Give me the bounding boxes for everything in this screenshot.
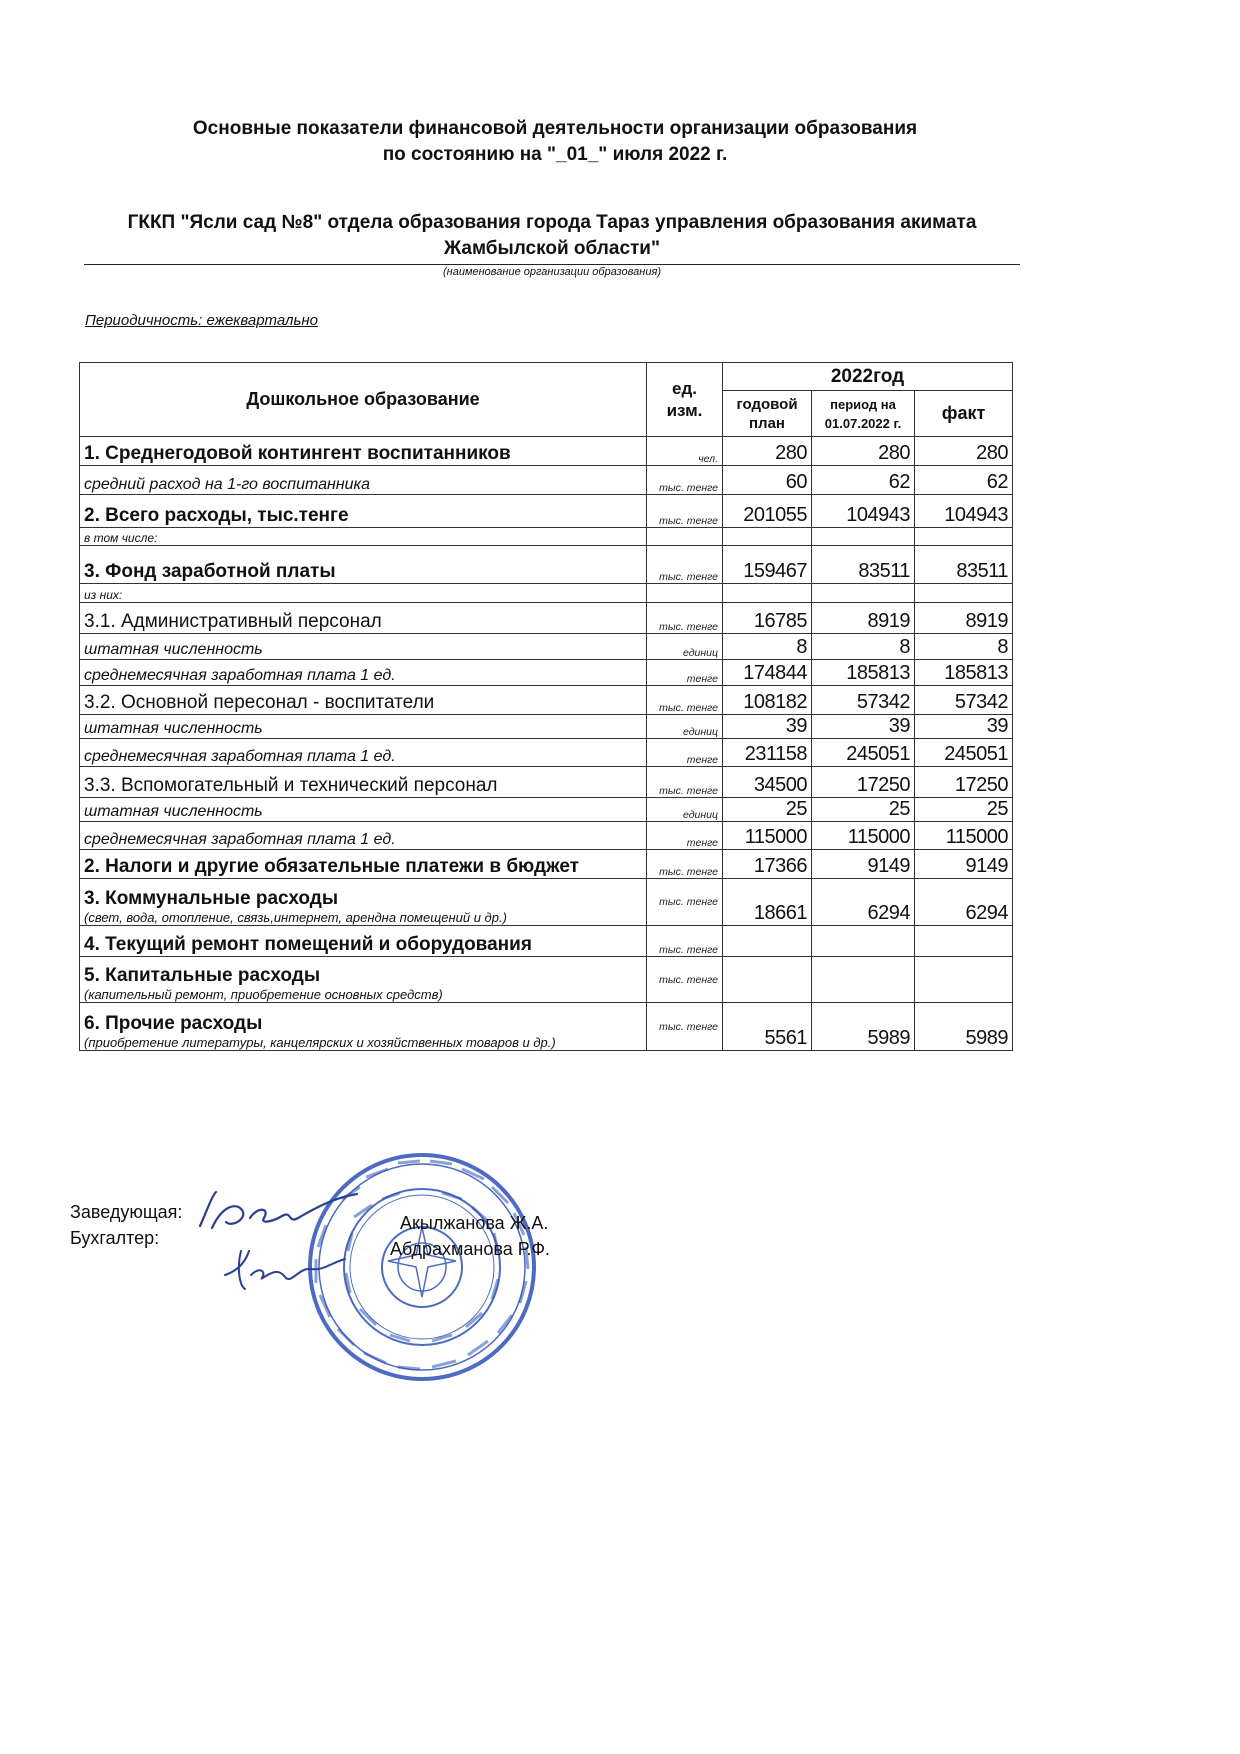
row-unit-cell: тыс. тенге (647, 926, 723, 957)
row-unit-cell: тыс. тенге (647, 957, 723, 1003)
row-unit-cell: тыс. тенге (647, 546, 723, 584)
row-name-cell: 4. Текущий ремонт помещений и оборудования (80, 926, 647, 957)
row-name-cell: штатная численность (80, 715, 647, 739)
annual-plan-cell: 34500 (723, 767, 812, 798)
accountant-name: Абдрахманова Р.Ф. (390, 1239, 551, 1259)
period-cell: 9149 (812, 850, 915, 879)
period-cell: 8919 (812, 603, 915, 634)
fact-cell: 62 (915, 466, 1013, 495)
table-row (80, 767, 1013, 798)
fact-cell (915, 528, 1013, 546)
organization-caption: (наименование организации образования) (443, 266, 661, 278)
table-row (80, 822, 1013, 850)
row-title: 6. Прочие расходы (84, 1013, 263, 1034)
row-name-cell (80, 957, 647, 1003)
row-name-cell: 2. Всего расходы, тыс.тенге (80, 495, 647, 528)
period-cell: 280 (812, 437, 915, 466)
fact-cell: 115000 (915, 822, 1013, 850)
unit-header-line1: ед. (672, 378, 697, 398)
fact-cell: 83511 (915, 546, 1013, 584)
table-row (80, 584, 1013, 603)
row-unit-cell: тыс. тенге (647, 603, 723, 634)
annual-plan-cell (723, 957, 812, 1003)
table-row (80, 603, 1013, 634)
fact-cell: 5989 (915, 1003, 1013, 1051)
table-row (80, 528, 1013, 546)
row-name-cell (80, 1003, 647, 1051)
period-cell: 57342 (812, 686, 915, 715)
row-unit-cell: единиц (647, 798, 723, 822)
head-name: Акылжанова Ж.А. (400, 1213, 549, 1233)
annual-plan-cell: 25 (723, 798, 812, 822)
annual-plan-header: годовой план (723, 391, 812, 437)
table-row (80, 686, 1013, 715)
row-unit-cell: тыс. тенге (647, 466, 723, 495)
fact-cell: 280 (915, 437, 1013, 466)
row-name-cell: 1. Среднегодовой контингент воспитанников (80, 437, 647, 466)
row-name-cell: штатная численность (80, 634, 647, 660)
row-unit-cell (647, 584, 723, 603)
period-cell (812, 926, 915, 957)
annual-plan-cell: 108182 (723, 686, 812, 715)
table-row (80, 850, 1013, 879)
row-title: 5. Капитальные расходы (84, 965, 321, 986)
financial-indicators-table (79, 362, 1013, 1051)
annual-plan-cell (723, 584, 812, 603)
table-row (80, 926, 1013, 957)
row-unit-cell: единиц (647, 634, 723, 660)
head-label: Заведующая: (70, 1202, 183, 1222)
fact-cell: 8919 (915, 603, 1013, 634)
table-row (80, 715, 1013, 739)
row-unit-cell: чел. (647, 437, 723, 466)
organization-underline (84, 264, 1020, 265)
row-subtitle: (свет, вода, отопление, связь,интернет, арендна помещений и др.) (84, 910, 507, 925)
report-title-line2: по состоянию на "_01_" июля 2022 г. (382, 144, 728, 165)
annual-plan-cell: 60 (723, 466, 812, 495)
annual-plan-cell: 39 (723, 715, 812, 739)
annual-plan-cell (723, 528, 812, 546)
row-name-cell: 3.1. Административный персонал (80, 603, 647, 634)
organization-name-line2: Жамбылской области" (443, 238, 660, 259)
row-name-cell (80, 879, 647, 926)
row-unit-cell: тыс. тенге (647, 767, 723, 798)
table-row (80, 466, 1013, 495)
period-cell (812, 584, 915, 603)
fact-header: факт (915, 391, 1013, 437)
period-cell: 115000 (812, 822, 915, 850)
row-title: 3. Коммунальные расходы (84, 888, 339, 909)
fact-cell: 25 (915, 798, 1013, 822)
row-name-cell: штатная численность (80, 798, 647, 822)
row-subtitle: (капительный ремонт, приобретение основных средств) (84, 987, 443, 1002)
period-cell: 39 (812, 715, 915, 739)
annual-plan-cell: 16785 (723, 603, 812, 634)
table-row (80, 634, 1013, 660)
annual-plan-cell: 280 (723, 437, 812, 466)
annual-plan-cell: 5561 (723, 1003, 812, 1051)
period-header: период на 01.07.2022 г. (812, 391, 915, 437)
row-unit-cell (647, 528, 723, 546)
head-signature (192, 1188, 362, 1238)
table-row (80, 546, 1013, 584)
table-row (80, 798, 1013, 822)
period-cell (812, 528, 915, 546)
row-name-cell: 2. Налоги и другие обязательные платежи в бюджет (80, 850, 647, 879)
unit-header (647, 363, 723, 437)
table-row (80, 660, 1013, 686)
fact-cell: 39 (915, 715, 1013, 739)
annual-plan-cell (723, 926, 812, 957)
annual-plan-cell: 159467 (723, 546, 812, 584)
year-header: 2022год (723, 363, 1013, 391)
annual-plan-cell: 174844 (723, 660, 812, 686)
row-name-cell: среднемесячная заработная плата 1 ед. (80, 660, 647, 686)
row-unit-cell: тенге (647, 822, 723, 850)
row-unit-cell: тыс. тенге (647, 1003, 723, 1051)
table-row (80, 879, 1013, 926)
table-row (80, 957, 1013, 1003)
period-cell: 83511 (812, 546, 915, 584)
annual-plan-cell: 17366 (723, 850, 812, 879)
annual-plan-cell: 8 (723, 634, 812, 660)
fact-cell (915, 957, 1013, 1003)
table-row (80, 739, 1013, 767)
fact-cell: 17250 (915, 767, 1013, 798)
row-unit-cell: тыс. тенге (647, 850, 723, 879)
table-row (80, 437, 1013, 466)
row-unit-cell: тыс. тенге (647, 686, 723, 715)
period-cell: 245051 (812, 739, 915, 767)
period-cell: 8 (812, 634, 915, 660)
row-unit-cell: тыс. тенге (647, 495, 723, 528)
fact-cell: 245051 (915, 739, 1013, 767)
period-cell: 104943 (812, 495, 915, 528)
period-cell: 5989 (812, 1003, 915, 1051)
annual-plan-cell: 115000 (723, 822, 812, 850)
accountant-signature (215, 1245, 355, 1295)
row-name-cell: 3.3. Вспомогательный и технический персонал (80, 767, 647, 798)
table-header-row (80, 363, 1013, 391)
row-name-cell: средний расход на 1-го воспитанника (80, 466, 647, 495)
row-name-cell: среднемесячная заработная плата 1 ед. (80, 739, 647, 767)
annual-plan-cell: 231158 (723, 739, 812, 767)
row-unit-cell: тенге (647, 660, 723, 686)
row-name-cell: из них: (80, 584, 647, 603)
table-row (80, 495, 1013, 528)
row-name-cell: 3.2. Основной пересонал - воспитатели (80, 686, 647, 715)
table-row (80, 1003, 1013, 1051)
row-name-cell: в том числе: (80, 528, 647, 546)
period-cell (812, 957, 915, 1003)
accountant-label: Бухгалтер: (70, 1228, 160, 1248)
fact-cell: 6294 (915, 879, 1013, 926)
unit-header-line2: изм. (666, 400, 703, 420)
organization-name-line1: ГККП "Ясли сад №8" отдела образования города Тараз управления образования акимата (127, 212, 977, 233)
period-cell: 6294 (812, 879, 915, 926)
fact-cell: 8 (915, 634, 1013, 660)
period-cell: 62 (812, 466, 915, 495)
period-cell: 17250 (812, 767, 915, 798)
row-name-cell: 3. Фонд заработной платы (80, 546, 647, 584)
period-cell: 185813 (812, 660, 915, 686)
fact-cell: 185813 (915, 660, 1013, 686)
fact-cell (915, 926, 1013, 957)
annual-plan-cell: 201055 (723, 495, 812, 528)
section-header: Дошкольное образование (80, 363, 647, 437)
fact-cell: 57342 (915, 686, 1013, 715)
row-unit-cell: тенге (647, 739, 723, 767)
row-subtitle: (приобретение литературы, канцелярских и хозяйственных товаров и др.) (84, 1035, 556, 1050)
fact-cell (915, 584, 1013, 603)
report-title-line1: Основные показатели финансовой деятельности организации образования (192, 118, 918, 139)
row-name-cell: среднемесячная заработная плата 1 ед. (80, 822, 647, 850)
annual-plan-cell: 18661 (723, 879, 812, 926)
row-unit-cell: единиц (647, 715, 723, 739)
periodicity-label: Периодичность: ежеквартально (85, 312, 318, 329)
fact-cell: 104943 (915, 495, 1013, 528)
row-unit-cell: тыс. тенге (647, 879, 723, 926)
period-cell: 25 (812, 798, 915, 822)
fact-cell: 9149 (915, 850, 1013, 879)
